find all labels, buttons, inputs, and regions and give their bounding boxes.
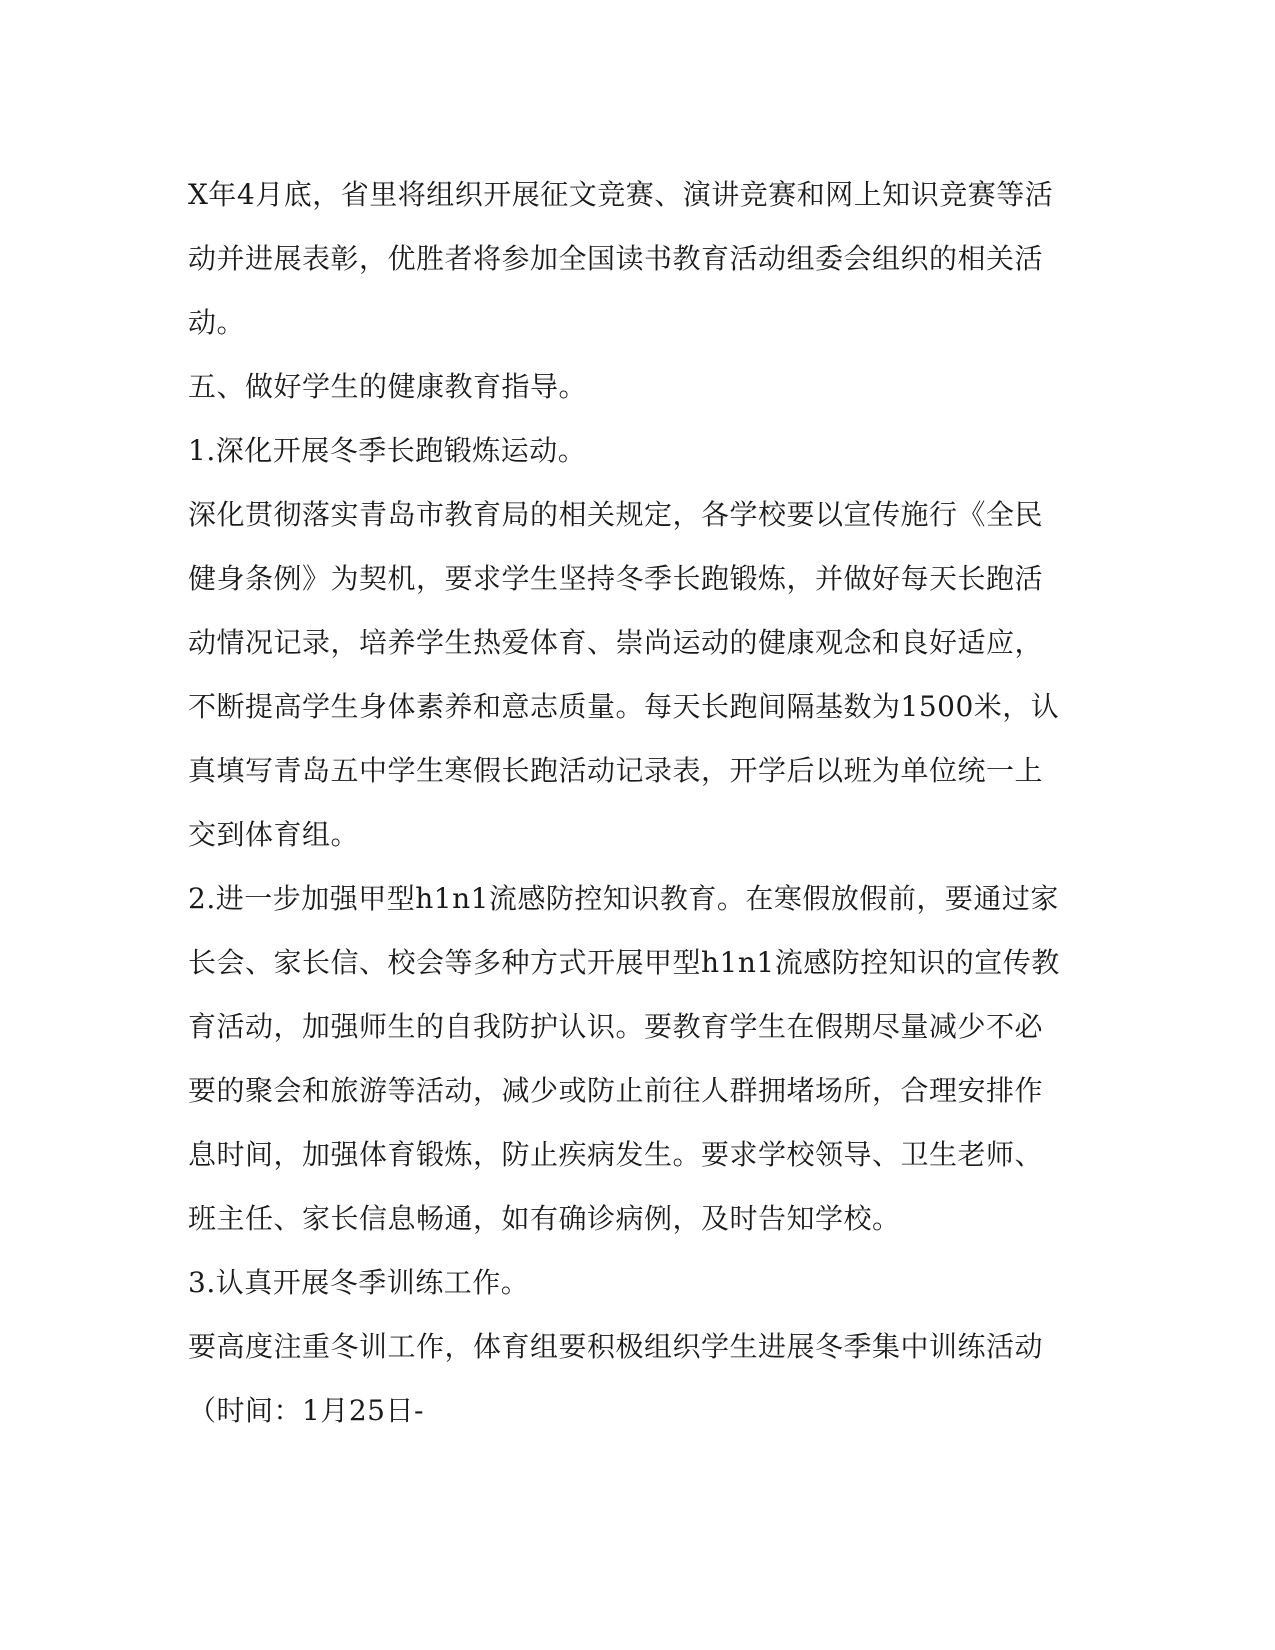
- text-line: 长会、家长信、校会等多种方式开展甲型h1n1流感防控知识的宣传教: [188, 946, 1060, 979]
- subsection-heading: 1.深化开展冬季长跑锻炼运动。: [188, 434, 587, 467]
- text-line: 动并进展表彰，优胜者将参加全国读书教育活动组委会组织的相关活: [188, 242, 1044, 275]
- text-line: 不断提高学生身体素养和意志质量。每天长跑间隔基数为1500米，认: [188, 690, 1060, 723]
- text-line: 要的聚会和旅游等活动，减少或防止前往人群拥堵场所，合理安排作: [188, 1074, 1044, 1107]
- subsection-heading: 3.认真开展冬季训练工作。: [188, 1266, 530, 1299]
- text-line: 深化贯彻落实青岛市教育局的相关规定，各学校要以宣传施行《全民: [188, 498, 1044, 531]
- subsection-heading: 2.进一步加强甲型h1n1流感防控知识教育。在寒假放假前，要通过家: [188, 882, 1059, 915]
- text-line: 动。: [188, 306, 246, 339]
- text-line: 真填写青岛五中学生寒假长跑活动记录表，开学后以班为单位统一上: [188, 754, 1044, 787]
- text-line: 交到体育组。: [188, 818, 360, 851]
- text-line: X年4月底，省里将组织开展征文竞赛、演讲竞赛和网上知识竞赛等活: [188, 178, 1054, 211]
- document-body: [188, 163, 1068, 1443]
- text-line: 健身条例》为契机，要求学生坚持冬季长跑锻炼，并做好每天长跑活: [188, 562, 1044, 595]
- text-line: 要高度注重冬训工作，体育组要积极组织学生进展冬季集中训练活动: [188, 1330, 1044, 1363]
- text-line: 息时间，加强体育锻炼，防止疾病发生。要求学校领导、卫生老师、: [188, 1138, 1044, 1171]
- text-line: （时间：1月25日-: [188, 1394, 424, 1427]
- section-heading: 五、做好学生的健康教育指导。: [188, 370, 588, 403]
- text-line: 动情况记录，培养学生热爱体育、崇尚运动的健康观念和良好适应，: [188, 626, 1044, 659]
- text-line: 班主任、家长信息畅通，如有确诊病例，及时告知学校。: [188, 1202, 901, 1235]
- text-line: 育活动，加强师生的自我防护认识。要教育学生在假期尽量减少不必: [188, 1010, 1044, 1043]
